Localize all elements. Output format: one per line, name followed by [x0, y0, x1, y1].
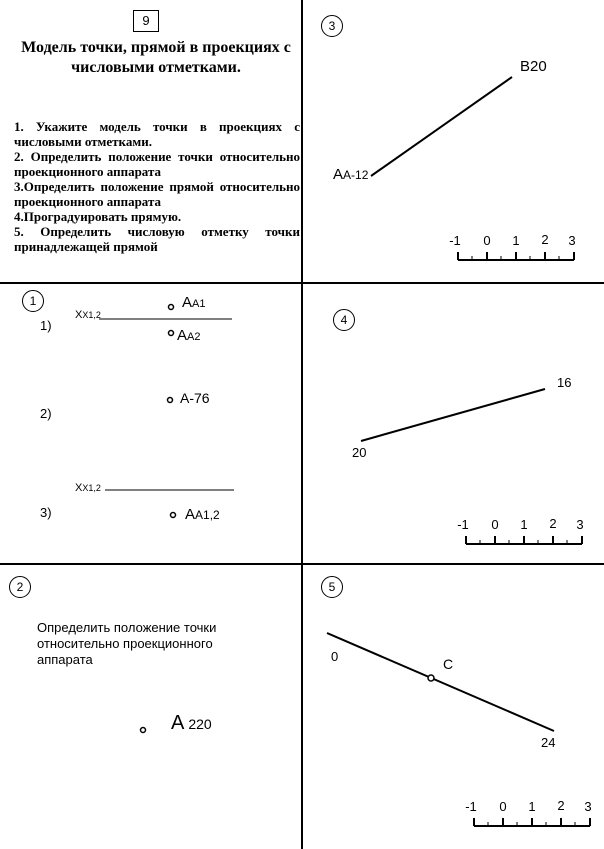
- scale-label: -1: [449, 233, 461, 248]
- label-a12: AA1,2: [185, 506, 220, 523]
- scale-label: 0: [491, 517, 499, 532]
- point-c: [428, 675, 434, 681]
- task-item-4: 4.Проградуировать прямую.: [14, 209, 182, 224]
- line-with-point-c: [327, 633, 554, 731]
- label-point-a: A 220: [171, 712, 212, 734]
- label-point-a: AA-12: [333, 166, 369, 183]
- task-item-3: 3.Определить положение прямой относительно проекционного аппарата: [14, 179, 300, 209]
- graduated-scale-5: [465, 798, 591, 826]
- scale-label: 3: [576, 517, 584, 532]
- label-point-c: C: [443, 656, 454, 672]
- panel-number-1: 1: [22, 290, 44, 312]
- scale-label: 1: [512, 233, 520, 248]
- scale-label: 3: [584, 799, 592, 814]
- line-start-label: 20: [352, 445, 367, 460]
- card-number: 9: [133, 10, 159, 32]
- scale-label: -1: [457, 517, 469, 532]
- scale-label: 1: [528, 799, 536, 814]
- panel-number-5: 5: [321, 576, 343, 598]
- scale-label: 2: [541, 232, 549, 247]
- task-item-5: 5. Определить числовую отметку точки принадлежащей прямой: [14, 224, 300, 254]
- card-title: Модель точки, прямой в проекциях с числовыми отметками.: [21, 39, 291, 76]
- label-a2: AA2: [177, 327, 201, 344]
- scale-label: 2: [557, 798, 565, 813]
- label-a-76: A-76: [180, 390, 210, 406]
- scale-label: 1: [520, 517, 528, 532]
- line-start-label: 0: [331, 649, 339, 664]
- scale-label: 0: [499, 799, 507, 814]
- item-1-label: 1): [40, 318, 52, 333]
- panel-number-3: 3: [321, 15, 343, 37]
- scale-label: -1: [465, 799, 477, 814]
- panel-2-instruction: Определить положение точки относительно проекционного аппарата: [37, 620, 217, 667]
- axis-label-1: XX1,2: [75, 309, 101, 321]
- label-a1: AA1: [182, 294, 206, 311]
- item-2-label: 2): [40, 406, 52, 421]
- task-item-1: 1. Укажите модель точки в проекциях с числовыми отметками.: [14, 119, 300, 149]
- task-item-2: 2. Определить положение точки относительно проекционного аппарата: [14, 149, 300, 179]
- item-3-label: 3): [40, 505, 52, 520]
- line-end-label: 24: [541, 735, 556, 750]
- panel-number-4: 4: [333, 309, 355, 331]
- line-end-label: 16: [557, 375, 572, 390]
- axis-label-3: XX1,2: [75, 482, 101, 494]
- label-point-b: B20: [520, 58, 547, 75]
- scale-label: 2: [549, 516, 557, 531]
- panel-number-2: 2: [9, 576, 31, 598]
- scale-label: 3: [568, 233, 576, 248]
- scale-label: 0: [483, 233, 491, 248]
